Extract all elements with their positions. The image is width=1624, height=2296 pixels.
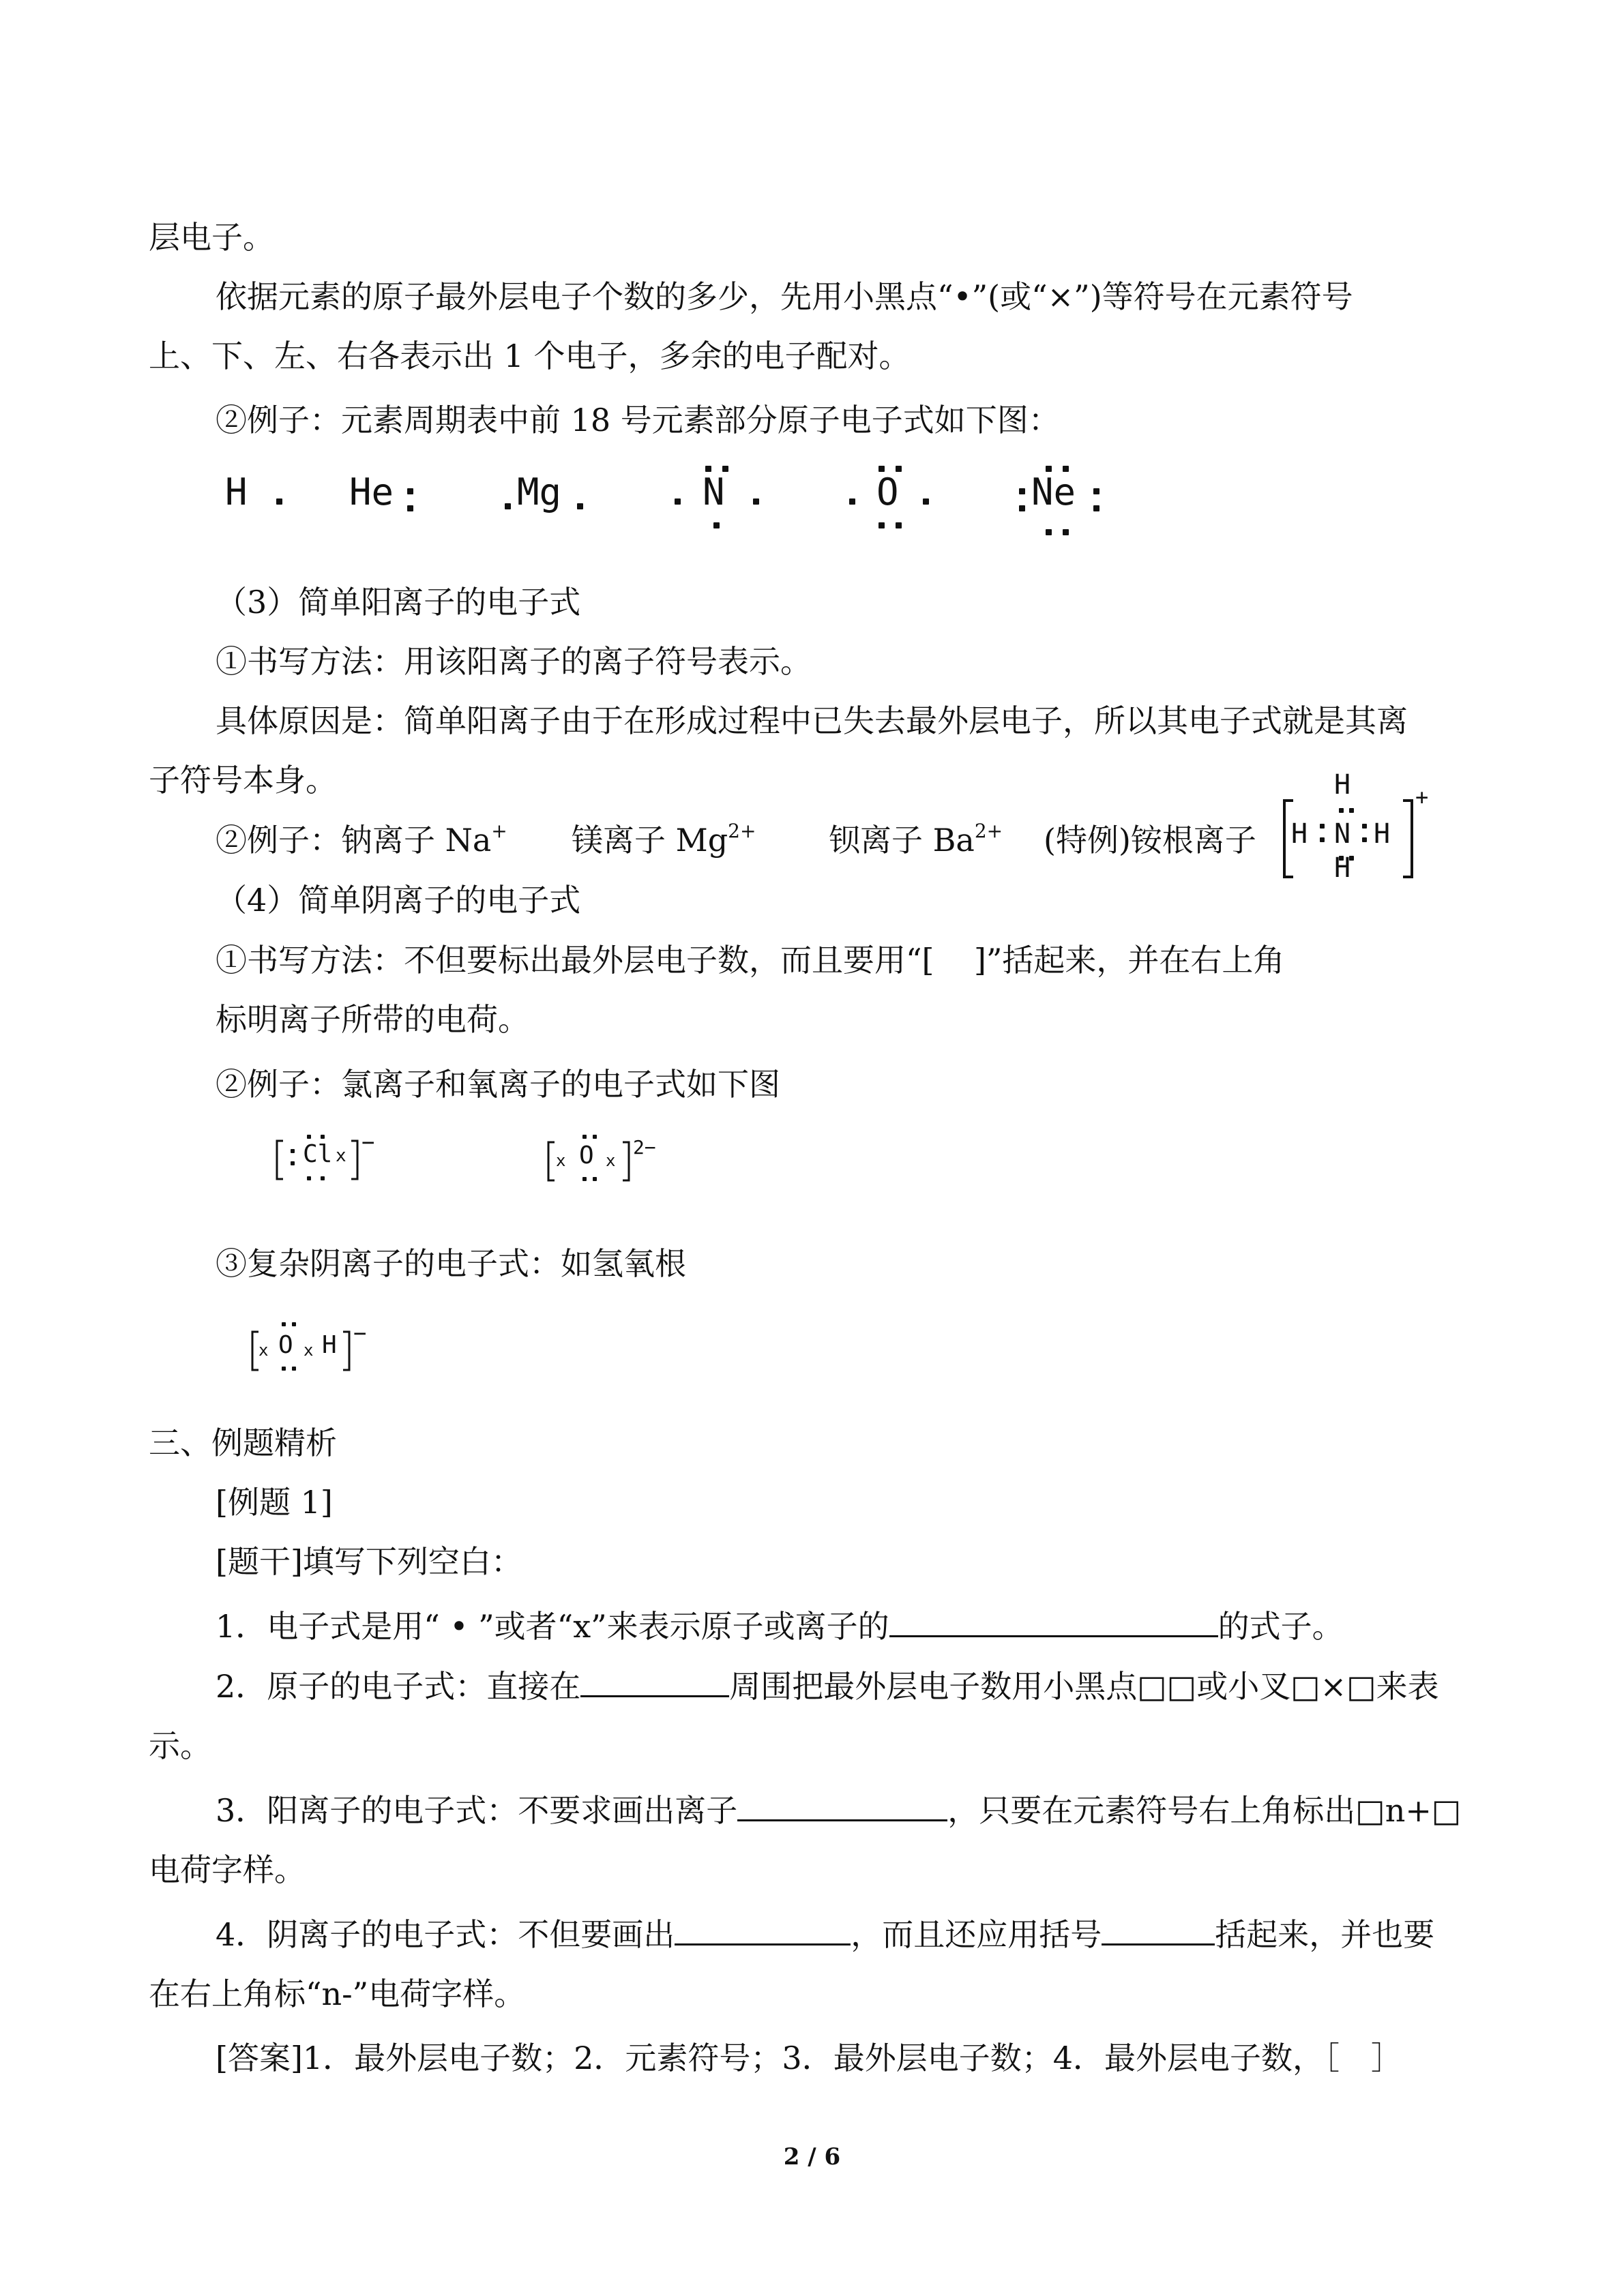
electron-dot — [1046, 529, 1052, 535]
electron-dot — [849, 498, 855, 505]
atom-he-symbol: He — [349, 471, 394, 513]
text-line: [例题 1] — [216, 1484, 333, 1521]
atom-n-symbol: N — [703, 471, 725, 513]
electron-dot — [753, 498, 759, 505]
electron-dot — [1093, 505, 1099, 511]
nh4-h-top: H — [1334, 769, 1351, 801]
cross-electron: x — [556, 1151, 566, 1170]
electron-dot — [307, 1135, 311, 1139]
electron-dot — [307, 1176, 311, 1180]
text-line: ①书写方法：用该阳离子的离子符号表示。 — [216, 643, 812, 680]
electron-dot — [1063, 529, 1069, 535]
nh4-n: N — [1334, 818, 1351, 850]
hydroxide-h-symbol: H — [322, 1331, 337, 1359]
left-bracket — [546, 1140, 557, 1182]
answer-blank — [675, 1916, 851, 1945]
right-bracket — [341, 1330, 352, 1372]
atom-o-symbol: O — [876, 471, 899, 513]
answer-blank — [1102, 1916, 1215, 1945]
electron-dot — [407, 488, 413, 494]
text-line: ②例子：氯离子和氧离子的电子式如下图 — [216, 1066, 780, 1103]
text-line: 电荷字样。 — [149, 1851, 306, 1888]
atom-ne-symbol: Ne — [1031, 471, 1076, 513]
page-number: 2 / 6 — [783, 2143, 841, 2171]
electron-dot — [1320, 837, 1325, 842]
electron-dot — [1339, 808, 1344, 813]
text-line: [题干]填写下列空白： — [216, 1543, 522, 1580]
nh4-charge: + — [1415, 784, 1429, 810]
answer-blank — [737, 1792, 947, 1821]
electron-dot — [1349, 808, 1354, 813]
oxide-symbol: O — [579, 1142, 594, 1169]
text-line: ①书写方法：不但要标出最外层电子数，而且要用“[ ]”括起来，并在右上角 — [216, 942, 1285, 979]
answer-blank — [580, 1668, 729, 1697]
cation-example-na: ②例子：钠离子 Na+ — [216, 820, 507, 859]
text-line: ②例子：元素周期表中前 18 号元素部分原子电子式如下图： — [216, 402, 1060, 438]
electron-dot — [282, 1322, 286, 1326]
electron-dot — [291, 1161, 295, 1165]
electron-dot — [1320, 824, 1325, 829]
cross-electron: x — [336, 1146, 346, 1166]
electron-dot — [593, 1135, 597, 1139]
electron-dot — [896, 522, 902, 528]
atom-mg-symbol: Mg — [517, 471, 562, 513]
nh4-h-right: H — [1374, 818, 1391, 850]
electron-dot — [407, 505, 413, 511]
electron-dot — [1093, 488, 1099, 494]
text-line: 标明离子所带的电荷。 — [216, 1001, 529, 1038]
electron-dot — [1362, 824, 1367, 829]
text-line: ③复杂阴离子的电子式：如氢氧根 — [216, 1245, 686, 1282]
electron-dot — [276, 498, 282, 505]
cation-example-mg: 镁离子 $Mg^{2+}$ — [572, 820, 756, 859]
cross-electron: x — [606, 1151, 616, 1170]
electron-dot — [582, 1177, 587, 1181]
cation-example-ba: 钡离子 $Ba^{2+}$ — [829, 820, 1003, 859]
electron-dot — [1019, 505, 1025, 511]
electron-dot — [291, 1149, 295, 1153]
cross-electron: x — [259, 1341, 269, 1360]
right-bracket — [1400, 798, 1415, 880]
electron-dot — [292, 1322, 296, 1326]
atom-h-symbol: H — [225, 471, 248, 513]
electron-dot — [582, 1135, 587, 1139]
section-heading: （3）简单阳离子的电子式 — [216, 584, 581, 621]
electron-dot — [321, 1176, 325, 1180]
right-bracket — [621, 1140, 632, 1182]
section-heading: 三、例题精析 — [149, 1425, 337, 1461]
electron-dot — [923, 498, 929, 505]
nh4-h-bottom: H — [1334, 852, 1351, 884]
electron-dot — [292, 1367, 296, 1371]
text-line: 子符号本身。 — [149, 762, 337, 799]
cation-example-nh4: (特例)铵根离子 — [1044, 822, 1256, 859]
question-4: 4．阴离子的电子式：不但要画出 ，而且还应用括号 括起来，并也要 — [216, 1916, 1435, 1953]
hydroxide-charge: − — [353, 1320, 367, 1346]
section-heading: （4）简单阴离子的电子式 — [216, 882, 581, 919]
text-line: 示。 — [149, 1727, 211, 1764]
electron-dot — [505, 503, 511, 509]
electron-dot — [1362, 837, 1367, 842]
nh4-h-left: H — [1291, 818, 1308, 850]
text-line: 层电子。 — [149, 219, 274, 256]
hydroxide-o-symbol: O — [278, 1331, 293, 1359]
text-line: 依据元素的原子最外层电子个数的多少，先用小黑点“•”(或“×”)等符号在元素符号 — [216, 278, 1353, 315]
electron-dot — [675, 498, 681, 505]
chloride-charge: − — [361, 1129, 375, 1155]
electron-dot — [321, 1135, 325, 1139]
cross-electron: x — [304, 1341, 314, 1360]
left-bracket — [274, 1139, 285, 1181]
text-line: 在右上角标“n-”电荷字样。 — [149, 1976, 526, 2012]
electron-dot — [282, 1367, 286, 1371]
chloride-symbol: Cl — [303, 1140, 333, 1168]
question-1: 1．电子式是用“ • ”或者“x”来表示原子或离子的 的式子。 — [216, 1608, 1344, 1645]
text-line: 上、下、左、右各表示出 1 个电子，多余的电子配对。 — [149, 338, 911, 374]
electron-dot — [879, 522, 885, 528]
oxide-charge: 2− — [633, 1136, 656, 1159]
question-3: 3．阳离子的电子式：不要求画出离子 ，只要在元素符号右上角标出□n+□ — [216, 1792, 1462, 1829]
electron-dot — [577, 503, 583, 509]
answer-line: [答案]1．最外层电子数；2．元素符号；3．最外层电子数；4．最外层电子数，［ ］ — [216, 2040, 1402, 2076]
electron-dot — [1019, 488, 1025, 494]
electron-dot — [593, 1177, 597, 1181]
electron-dot — [713, 522, 720, 528]
right-bracket — [349, 1139, 360, 1181]
answer-blank — [889, 1608, 1218, 1637]
text-line: 具体原因是：简单阳离子由于在形成过程中已失去最外层电子，所以其电子式就是其离 — [216, 702, 1408, 739]
question-2: 2．原子的电子式：直接在 周围把最外层电子数用小黑点□□或小叉□×□来表 — [216, 1668, 1439, 1705]
